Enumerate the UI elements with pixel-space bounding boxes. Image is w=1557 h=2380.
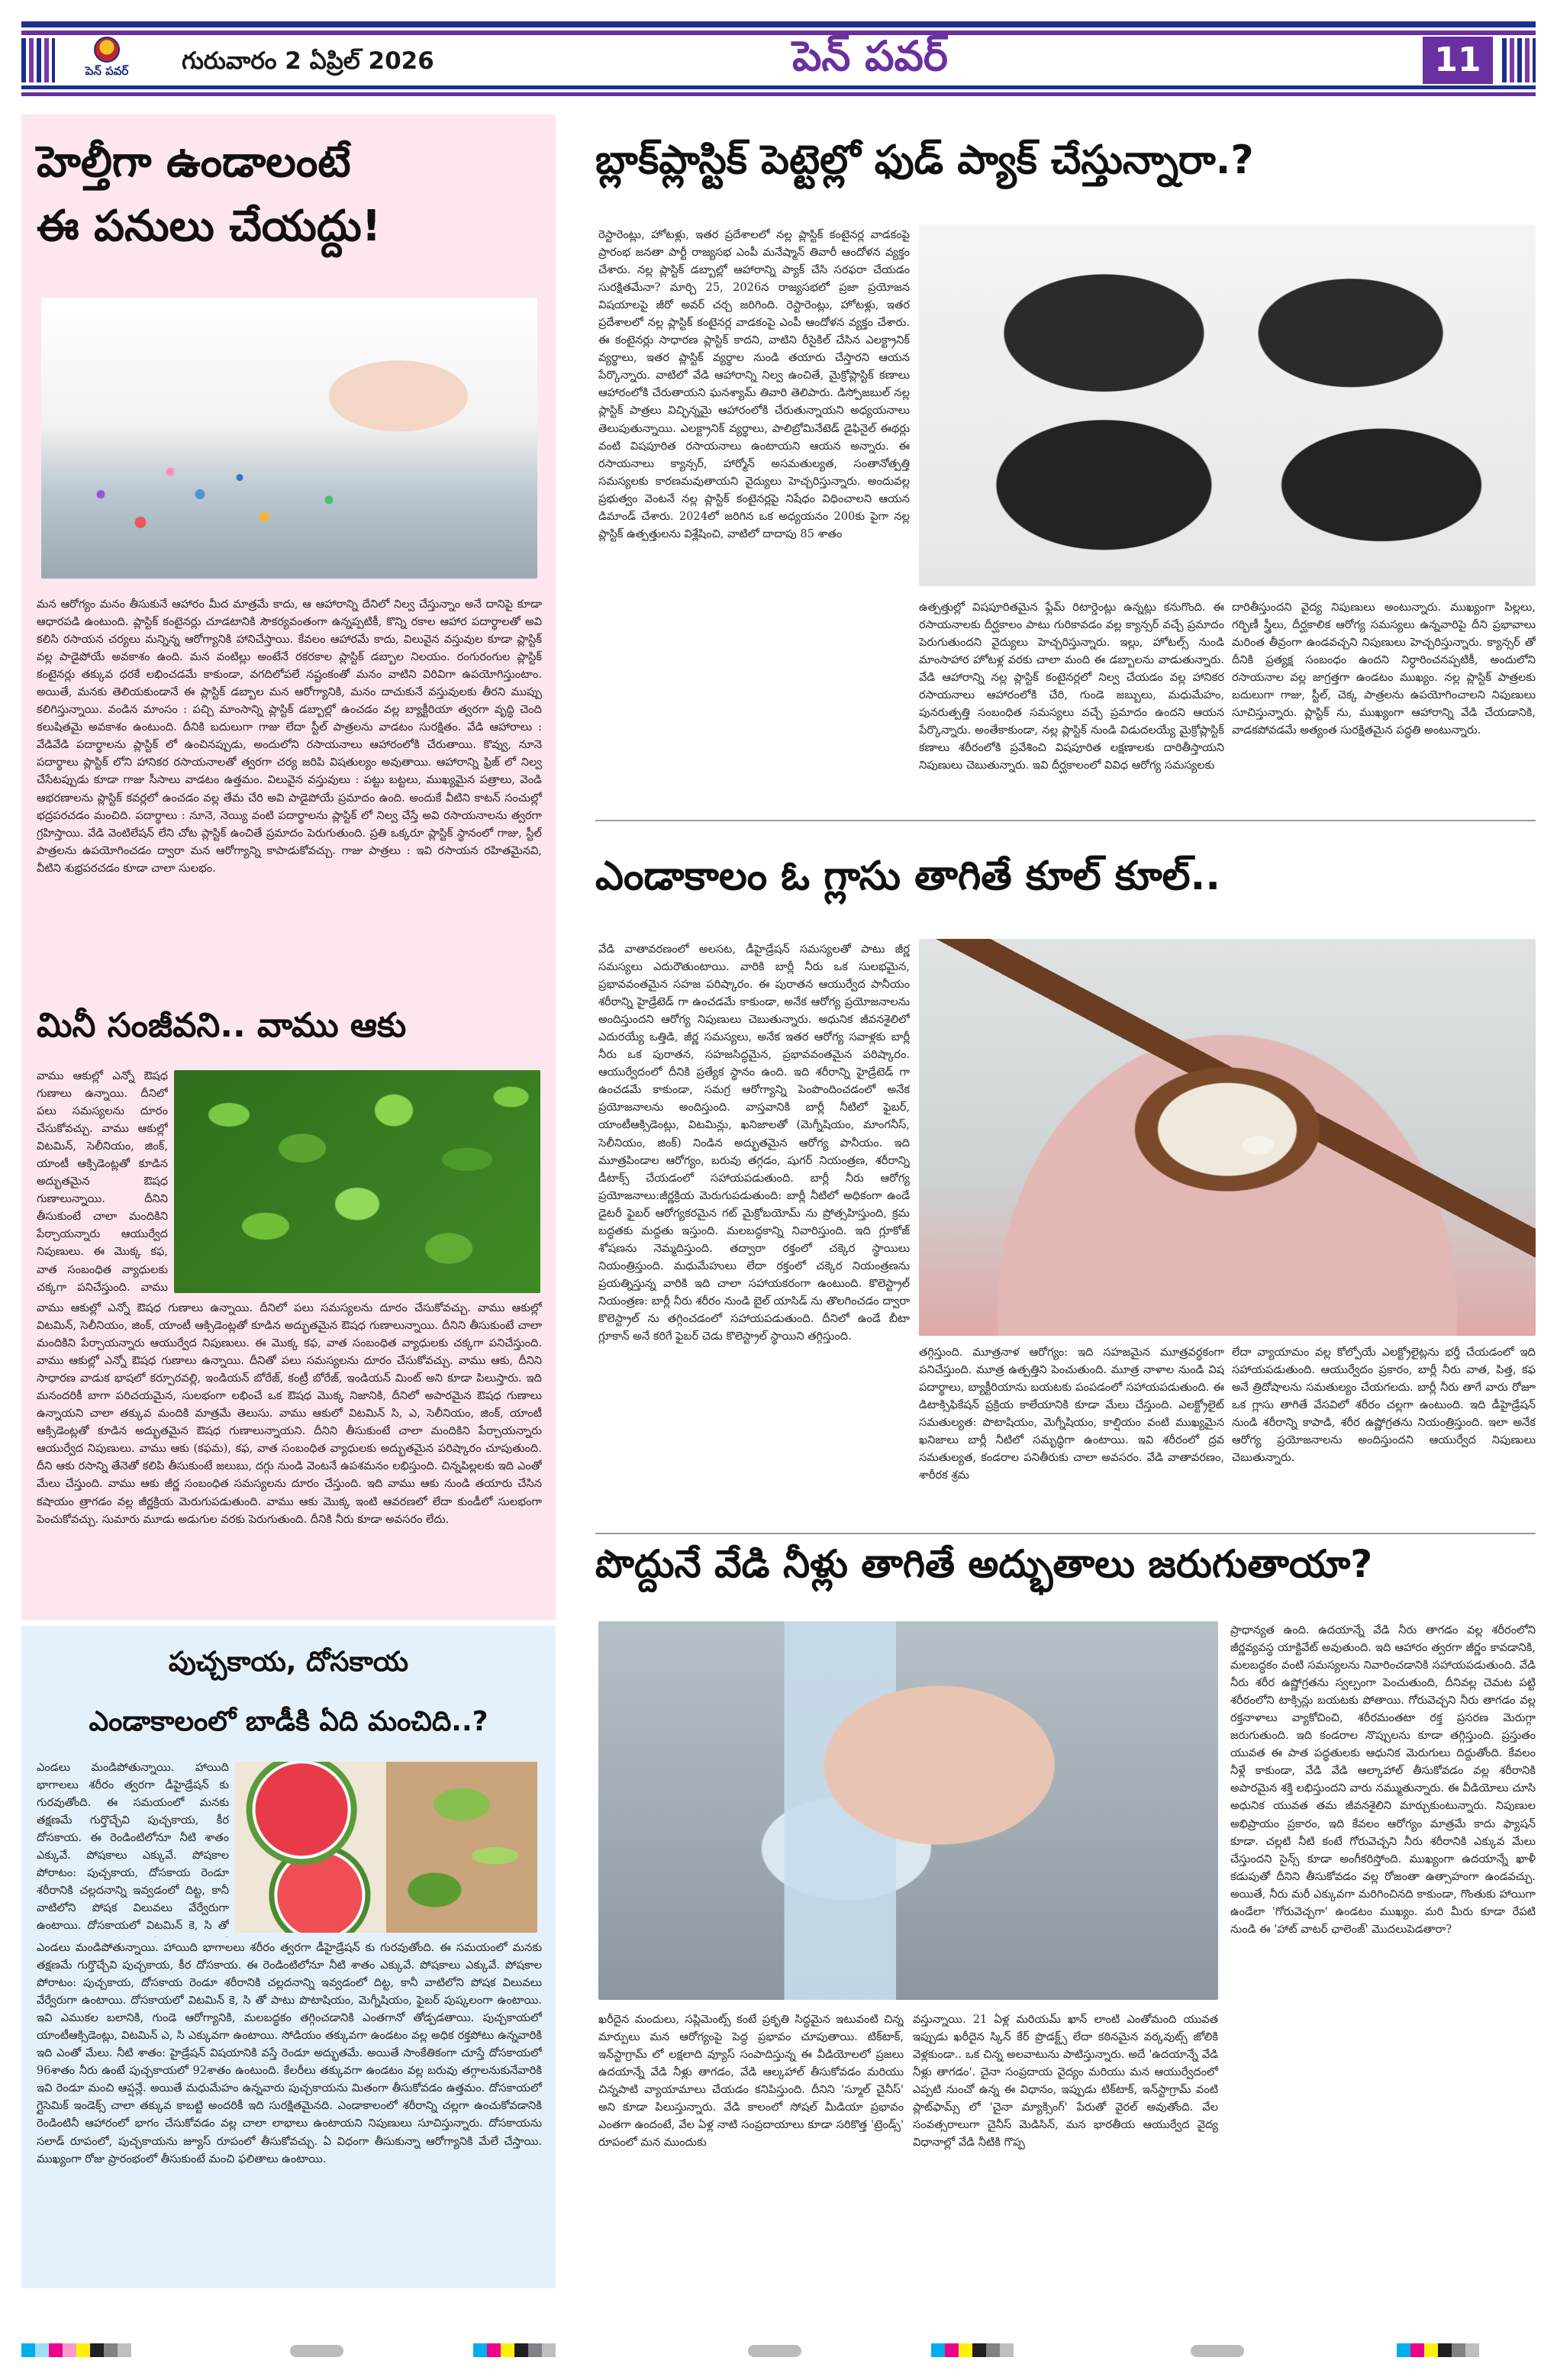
article-barley-headline: ఎండాకాలం ఓ గ్లాసు తాగితే కూల్ కూల్.. [595,853,1220,899]
reg-swatch [118,2343,131,2357]
black-plastic-trays-image [919,224,1536,586]
issue-date: గురువారం 2 ఏప్రిల్ 2026 [182,47,434,75]
reg-swatch [1465,2343,1479,2357]
masthead-decor-bars [1502,38,1536,82]
reg-swatch [514,2343,528,2357]
article-barley-body-col1: వేడి వాతావరణంలో అలసట, డీహైడ్రేషన్ సమస్యలతో పాటు జీర్ణ సమస్యలు ఎదురౌతుంటాయి. వారికి బార్లీ నీరు ఒక సులభమైన, ప్రభావవంతమైన సహజ పరిష్కారం. ఈ పురాతన ఆయుర్వేద పానీయం శరీరాన్ని హైడ్రేటెడ్ గా ఉంచడమే కాకుండా, అనేక ఆరోగ్య ప్రయోజనాలను అందిస్తుందని ఆరోగ్య నిపుణులు చెబుతున్నారు. అధునిక జీవనశైలిలో ఎదురయ్యే ఒత్తిడి, జీర్ణ సమస్యలు, అనేక ఇతర ఆరోగ్య సవాళ్లకు బార్లీ నీరు ఒక పురాతన, సహజసిద్ధమైన, ప్రభావవంతమైన పరిష్కారం. ఆయుర్వేదంలో దీనికి ప్రత్యేక స్థానం ఉంది. ఇది శరీరాన్ని హైడ్రేటెడ్ గా ఉంచడమే కాకుండా, సమగ్ర ఆరోగ్యాన్ని పెంపొందించడంలో అనేక ప్రయోజనాలను అందిస్తుంది. వాస్తవానికి బార్లీ నీటిలో ఫైబర్, యాంటీఆక్సిడెంట్లు, విటమిన్లు, ఖనిజాలతో (మెగ్నీషియం, మాంగనీస్, సెలీనియం, జింక్) నిండిన అద్భుతమైన ఆరోగ్య పానీయం. ఇది మూత్రపిండాల ఆరోగ్యం, బరువు తగ్గడం, షుగర్ నియంత్రణ, శరీరాన్ని డీటాక్స్ చేయడంలో సహాయపడుతుంది. బార్లీ నీరు ఆరోగ్య ప్రయోజనాలు:జీర్ణక్రియ మెరుగుపడుతుంది: బార్లీ నీటిలో అధికంగా ఉండే డైటరీ ఫైబర్ ఆరోగ్యకరమైన గట్ మైక్రోబయోమ్ ను ప్రోత్సహిస్తుంది, క్రమ బద్ధతకు మద్దతు ఇస్తుంది. మలబద్ధకాన్ని నివారిస్తుంది. ఇది గ్లూకోజ్ శోషణను నెమ్మదిస్తుంది. తద్వారా రక్తంలో చక్కెర స్థాయిలు నియంత్రిస్తుంది. మధుమేహులు లేదా రక్తంలో చక్కెర నియంత్రణను ప్రయత్నిస్తున్న వారికి ఇది చాలా సహాయకరంగా ఉంటుంది. కొలెస్ట్రాల్ నియంత్రణ: బార్లీ నీరు శరీరం నుండి బైల్ యాసిడ్ ను తొలగించడం ద్వారా కొలెస్ట్రాల్ ను తగ్గించడంలో సహాయపడుతుంది. దీనిలో ఉండే బీటా గ్లూకాన్ అనే కరిగే ఫైబర్ చెడు కొలెస్ట్రాల్ స్థాయిని తగ్గిస్తుంది. [598,943,910,1343]
article-melon-body-continued: ఎండలు మండిపోతున్నాయి. హాయిది భాగాలలు శరీరం త్వరగా డీహైడ్రేషన్ కు గురవుతోంది. ఈ సమయంలో మనకు తక్షణమే గుర్తొచ్చేవి పుచ్చకాయ, కీర దోసకాయ. ఈ రెండింటిలోనూ నీటి శాతం ఎక్కువే. పోషకాలు ఎక్కువే. పోషకాల పోరాటం: పుచ్చకాయ, దోసకాయ రెండూ శరీరానికి చల్లదనాన్ని ఇవ్వడంలో దిట్ట, కానీ వాటిలోని పోషక విలువలు వేర్వేరుగా ఉంటాయి. దోసకాయలో విటమిన్ కె, సి తో పాటు పొటాషియం, మెగ్నీషియం, ఫైబర్ పుష్కలంగా ఉంటాయి. ఇవి ఎముకల బలానికి, గుండె ఆరోగ్యానికి, మలబద్ధకం తగ్గించడానికి ఎంతగానో తోడ్పడతాయి. పుచ్చకాయలో యాంటీఆక్సిడెంట్లు, విటమిన్ ఎ, సి ఎక్కువగా ఉంటాయి. సోడియం తక్కువగా ఉండటం వల్ల అధిక రక్తపోటు ఉన్నవారికి ఇది ఎంతో మేలు. నీటి శాతం: హైడ్రేషన్ విషయానికి వస్తే రెండూ అద్భుతమే. అయితే సాంకేతికంగా చూస్తే దోసకాయలో 96శాతం నీరు ఉంటే పుచ్చకాయలో 92శాతం ఉంటుంది. కేలరీలు తక్కువగా ఉండటం వల్ల బరువు తగ్గాలనుకునేవారికి ఇవి రెండూ మంచి ఆప్షన్లే. అయితే మధుమేహం ఉన్నవారు పుచ్చకాయను మితంగా తీసుకోవడం ఉత్తమం. దోసకాయలో గ్లైసెమిక్ ఇండెక్స్ చాలా తక్కువ కాబట్టి అందరికీ ఇది సురక్షితమైనది. ఎండాకాలంలో శరీరాన్ని చల్లగా ఉంచుకోవడానికి రెండింటినీ ఆహారంలో భాగం చేసుకోవడం వల్ల చాలా లాభాలు ఉంటాయని నిపుణులు సూచిస్తున్నారు. దోసకాయను సలాడ్ రూపంలో, పుచ్చకాయను జ్యూస్ రూపంలో తీసుకోవచ్చు. ఏ విధంగా తీసుకున్నా ఆరోగ్యానికి మేలే చేస్తాయి. ముఖ్యంగా రోజు ప్రారంభంలో తీసుకుంటే మంచి ఫలితాలు ఉంటాయి. [37,1941,542,2166]
article-barley-body-col3: లేదా వ్యాయామం వల్ల కోల్పోయే ఎలక్ట్రోలైట్లను భర్తీ చేయడంలో ఇది సహాయపడుతుంది. ఆయుర్వేదం ప్రకారం, బార్లీ నీరు వాత, పిత్త, కఫ అనే త్రిదోషాలను సమతుల్యం చేయగలదు. బార్లీ నీరు తాగే వారు రోజూ ఒక గ్లాసు తాగితే వేసవిలో శరీరం చల్లగా ఉంటుంది. ఇది డీహైడ్రేషన్ నుండి శరీరాన్ని కాపాడి, శరీర ఉష్ణోగ్రతను నియంత్రిస్తుంది. ఇలా అనేక ఆరోగ్య ప్రయోజనాలను అందిస్తుందని ఆయుర్వేద నిపుణులు చెబుతున్నారు. [1232,1346,1536,1465]
reg-swatch [76,2343,90,2357]
reg-swatch [35,2343,49,2357]
masthead-decor-bars [21,38,55,82]
registration-color-bar [21,2343,131,2359]
watermelon-cucumber-image [235,1762,537,1933]
article-black-plastic-body-col3: దారితీస్తుందని వైద్య నిపుణులు అంటున్నారు. ముఖ్యంగా పిల్లలు, గర్భిణీ స్త్రీలు, దీర్ఘకాలిక ఆరోగ్య సమస్యలు ఉన్నవారిపై దీని ప్రభావాలు మరింత తీవ్రంగా ఉండవచ్చని నిపుణులు హెచ్చరిస్తున్నారు. క్యాన్సర్ తో దీనికి ప్రత్యక్ష సంబంధం ఉందని నిర్ధారించనప్పటికీ, అందులోని రసాయనాల వల్ల జాగ్రత్తగా ఉండటం ముఖ్యం. నల్ల ప్లాస్టిక్ పాత్రలకు బదులుగా గాజు, స్టీల్, చెక్క పాత్రలను ఉపయోగించాలని నిపుణులు సూచిస్తున్నారు. ప్లాస్టిక్ ను, ముఖ్యంగా ఆహారాన్ని వేడి చేయడానికి, వాడకపోవడమే అత్యంత సురక్షితమైన పద్ధతి అంటున్నారు. [1232,601,1536,737]
article-healthy-body: మన ఆరోగ్యం మనం తీసుకునే ఆహారం మీద మాత్రమే కాదు, ఆ ఆహారాన్ని దేనిలో నిల్వ చేస్తున్నాం అనే దానిపై కూడా ఆధారపడి ఉంటుంది. ప్లాస్టిక్ కంటైనర్లు చూడటానికి సౌకర్యవంతంగా ఉన్నప్పటికీ, కొన్ని రకాల ఆహార పదార్థాలతో అవి కలిసి రసాయన చర్యలు మన్నిన్న ఆరోగ్యానికి హానిచేస్తాయి. కేవలం ఆహారమే కాదు, విలువైన వస్తువుల కూడా ప్లాస్టిక్ వల్ల పాడైపోయే అవకాశం ఉంది. మన వంటిల్లు అంటేనే రకరకాల ప్లాస్టిక్ డబ్బాల నిలయం. రంగురంగుల ప్లాస్టిక్ కంటైనర్లు తక్కువ ధరకే లభించడమే కాకుండా, వగదిలోపలే నష్టంకంతో మనం వాటిని విరివిగా ఉపయోగిస్తుంటాం. అయితే, మనకు తెలియకుండానే ఈ ప్లాస్టిక్ డబ్బాల మన ఆరోగ్యానికి, మనం దాచుకునే వస్తువులకు తీరని ముప్పు కలిగిస్తున్నాయి. వండిన మాంసం : పచ్చి మాంసాన్ని ప్లాస్టిక్ డబ్బాల్లో ఉంచడం వల్ల బ్యాక్టీరియా త్వరగా వృద్ధి చెంది కలుషితమై అవకాశం ఉంటుంది. దీనికి బదులుగా గాజు లేదా స్టీల్ పాత్రలను వాడటం సురక్షితం. వేడి ఆహారాలు : వేడివేడి పదార్థాలను ప్లాస్టిక్ లో ఉంచినప్పుడు, అందులోని రసాయనాలు ఆహారంలోకి చేరుతాయి. కొవ్వు, నూనె పదార్థాలు ప్లాస్టిక్ లోని హానికర రసాయనాలతో త్వరగా చర్య జరిపి విషతుల్యం అవుతాయి. ఆహారాన్ని ఫ్రిజ్ లో నిల్వ చేసేటప్పుడు కూడా గాజు సీసాలు వాడటం ఉత్తమం. విలువైన వస్తువులు : పట్టు బట్టలు, ముఖ్యమైన పత్రాలు, వెండి ఆభరణాలను ప్లాస్టిక్ కవర్లలో ఉంచడం వల్ల తేమ చేరి అవి పాడైపోయే ప్రమాదం ఉంది. అందుకే వీటిని కాటన్ సంచుల్లో భద్రపరచడం మంచిది. పదార్థాలు : నూనె, నెయ్యి వంటి పదార్థాలను ప్లాస్టిక్ లో నిల్వ చేస్తే అవి రసాయనాలను త్వరగా గ్రహిస్తాయి. వేడి వెంటిలేషన్ లేని చోట ప్లాస్టిక్ ఉంచితే ప్రమాదం పెరుగుతుంది. ప్రతి ఒక్కరూ ప్లాస్టిక్ స్థానంలో గాజు, స్టీల్ పాత్రలను ఉపయోగించడం ద్వారా మన ఆరోగ్యాన్ని కాపాడుకోవచ్చు. గాజు పాత్రలు : ఇవి రసాయన రహితమైనవి, వీటిని శుభ్రపరచడం కూడా చాలా సులభం. [37,598,542,875]
reg-swatch [1438,2343,1452,2357]
reg-swatch [1397,2343,1410,2357]
masthead-stripe [21,92,1536,96]
reg-swatch [487,2343,501,2357]
article-black-plastic-body-col2: ఉత్పత్తుల్లో విషపూరితమైన ఫ్లేమ్ రిటార్డెంట్లు ఉన్నట్లు కనుగొంది. ఈ రసాయనాలకు దీర్ఘకాలం పాటు గురికావడం వల్ల క్యాన్సర్ వచ్చే ప్రమాదం పెరుగుతుందని వైద్యులు హెచ్చరిస్తున్నారు. ఇల్లు, హోటల్స్ నుండి మాంసాహార హోటళ్ల వరకు చాలా మంది ఈ డబ్బాలను వాడుతున్నారు. వేడి ఆహారాన్ని నల్ల ప్లాస్టిక్ కంటైనర్లలో నిల్వ చేయడం వల్ల హానికర రసాయనాలు ఆహారంలోకి చేరి, గుండె జబ్బులు, మధుమేహం, పునరుత్పత్తి సంబంధిత సమస్యలు వచ్చే ప్రమాదం ఉందని ఆయన పేర్కొన్నారు. అంతేకాకుండా, నల్ల ప్లాస్టిక్ నుండి విడుదలయ్యే మైక్రోప్లాస్టిక్ కణాలు శరీరంలోకి ప్రవేశించి విషపూరిత లక్షణాలకు దారితీస్తాయని నిపుణులు చెబుతున్నారు. ఇవి దీర్ఘకాలంలో వివిధ ఆరోగ్య సమస్యలకు [919,601,1224,772]
registration-mark [1191,2345,1244,2357]
ajwain-leaves-image [174,1070,540,1293]
article-healthy-headline-line1: హెల్తీగా ఉండాలంటే [37,137,351,187]
reg-swatch [1424,2343,1438,2357]
article-black-plastic-body-col1: రెస్టారెంట్లు, హోటళ్లు, ఇతర ప్రదేశాలలో నల్ల ప్లాస్టిక్ కంటైనర్ల వాడకంపై ప్రారంభ జనతా పార్టీ రాజ్యసభ ఎంపీ మనేష్మాన్ తివారీ ఆందోళన వ్యక్తం చేశారు. నల్ల ప్లాస్టిక్ డబ్బాల్లో ఆహారాన్ని ప్యాక్ చేసి సరఫరా చేయడం సురక్షితమేనా? మార్చి 25, 2026న రాజ్యసభలో ప్రజా ప్రయోజన విషయాలపై జీరో అవర్ చర్చ జరిగింది. రెస్టారెంట్లు, హోటళ్లు, ఇతర ప్రదేశాలలో నల్ల ప్లాస్టిక్ కంటైనర్ల వాడకంపై ఎంపీ ఆందోళన వ్యక్తం చేశారు. ఈ కంటైనర్లు సాధారణ ప్లాస్టిక్ కాదని, వాటిని రీసైకిల్ చేసిన ఎలక్ట్రానిక్ వ్యర్థాలు, ఇతర ప్లాస్టిక్ వ్యర్థాల నుండి తయారు చేస్తారని ఆయన పేర్కొన్నారు. వాటిలో వేడి ఆహారాన్ని నిల్వ ఉంచితే, మైక్రోప్లాస్టిక్ కణాలు ఆహారంలోకి చేరుతాయని ఘనశ్యామ్ తివారి తెలిపారు. డిస్పోజబుల్ నల్ల ప్లాస్టిక్ పాత్రలు విచ్ఛిన్నమై ఆహారంలోకి చేరుతున్నాయని అధ్యయనాలు తెలుపుతున్నాయి. ఎలక్ట్రానిక్ వ్యర్థాలు, పాలిబ్రోమినేటెడ్ డైఫినైల్ ఈథర్లు వంటి విషపూరిత రసాయనాలు ఉంటాయని ఆయన అన్నారు. ఈ రసాయనాలు క్యాన్సర్, హార్మోన్ అసమతుల్యత, సంతానోత్పత్తి సమస్యలకు కారణమవుతాయని వైద్యులు హెచ్చరిస్తున్నారు. అందువల్ల ప్రభుత్వం వెంటనే నల్ల ప్లాస్టిక్ కంటైనర్లపై నిషేధం విధించాలని ఆయన డిమాండ్ చేశారు. 2024లో జరిగిన ఒక అధ్యయనం 200కు పైగా నల్ల ప్లాస్టిక్ ఉత్పత్తులను విశ్లేషించి, వాటిలో దాదాపు 85 శాతం [598,228,910,540]
masthead-stripe [21,21,1536,27]
reg-swatch [63,2343,76,2357]
glass-of-water-image [598,1621,1218,2000]
section-divider [595,1533,1536,1534]
logo-text: పెన్ పవర్ [85,64,129,78]
article-melon-headline-line2: ఎండాకాలంలో బాడీకి ఏది మంచిది..? [89,1706,488,1737]
newspaper-title: పెన్ పవర్ [792,32,948,80]
reg-swatch [972,2343,986,2357]
reg-swatch [21,2343,35,2357]
reg-swatch [473,2343,487,2357]
article-melon-headline-line1: పుచ్చకాయ, దోసకాయ [168,1646,409,1678]
reg-swatch [528,2343,542,2357]
reg-swatch [1410,2343,1424,2357]
reg-swatch [945,2343,959,2357]
newspaper-logo [70,37,143,84]
section-divider [595,820,1536,821]
reg-swatch [49,2343,63,2357]
reg-swatch [1452,2343,1465,2357]
reg-swatch [90,2343,104,2357]
article-healthy-headline-line2: ఈ పనులు చేయద్దు! [37,202,382,251]
reg-swatch [959,2343,972,2357]
registration-mark [290,2345,343,2357]
article-barley-body-col2: తగ్గిస్తుంది. మూత్రనాళ ఆరోగ్యం: ఇది సహజమైన మూత్రవర్ధకంగా పనిచేస్తుంది. మూత్ర ఉత్పత్తిని పెంచుతుంది. మూత్ర నాళాల నుండి విష పదార్థాలు, బ్యాక్టీరియాను బయటకు పంపడంలో సహాయపడుతుంది. ఈ డిటాక్సిఫికేషన్ ప్రక్రియ కాలేయానికి కూడా మేలు చేస్తుంది. ఎలక్ట్రోలైట్ సమతుల్యత: పొటాషియం, మెగ్నీషియం, కాల్షియం వంటి ముఖ్యమైన ఖనిజాలు బార్లీ నీటిలో సమృద్ధిగా ఉంటాయి. ఇవి శరీరంలో ద్రవ సమతుల్యత, కండరాల పనితీరుకు చాలా అవసరం. వేడి వాతావరణం, శారీరక శ్రమ [919,1346,1224,1482]
masthead-stripe [21,85,1536,89]
registration-color-bar [473,2343,556,2359]
barley-spoon-image [919,939,1536,1336]
page-number: 11 [1423,37,1493,84]
reg-swatch [986,2343,1000,2357]
article-hot-water-headline: పొద్దునే వేడి నీళ్లు తాగితే అద్భుతాలు జరుగుతాయా? [595,1542,1373,1586]
reg-swatch [104,2343,118,2357]
article-melon-body: ఎండలు మండిపోతున్నాయి. హాయిది భాగాలలు శరీరం త్వరగా డీహైడ్రేషన్ కు గురవుతోంది. ఈ సమయంలో మనకు తక్షణమే గుర్తొచ్చేవి పుచ్చకాయ, కీర దోసకాయ. ఈ రెండింటిలోనూ నీటి శాతం ఎక్కువే. పోషకాలు ఎక్కువే. పోషకాల పోరాటం: పుచ్చకాయ, దోసకాయ రెండూ శరీరానికి చల్లదనాన్ని ఇవ్వడంలో దిట్ట, కానీ వాటిలోని పోషక విలువలు వేర్వేరుగా ఉంటాయి. దోసకాయలో విటమిన్ కె, సి తో [37,1761,229,1933]
reg-swatch [501,2343,514,2357]
reg-swatch [931,2343,945,2357]
reg-swatch [1000,2343,1014,2357]
article-ajwain-headline: మినీ సంజీవని.. వాము ఆకు [37,1006,407,1045]
article-hot-water-body-side: ప్రాధాన్యత ఉంది. ఉదయాన్నే వేడి నీరు తాగడం వల్ల శరీరంలోని జీర్ణవ్యవస్థ యాక్టివేట్ అవుతుంది. ఇది ఆహారం త్వరగా జీర్ణం కావడానికి, మలబద్ధకం వంటి సమస్యలను నివారించడానికి సహాయపడుతుంది. వేడి నీరు శరీర ఉష్ణోగ్రతను స్వల్పంగా పెంచుతుంది, దీనివల్ల చెమట పట్టి శరీరంలోని టాక్సిన్లు బయటకు పోతాయి. గోరువెచ్చని నీరు తాగడం వల్ల రక్తనాళాలు వ్యాకోచించి, శరీరమంతటా రక్త ప్రసరణ మెరుగ్గా జరుగుతుంది. ఇది కండరాల నొప్పులను కూడా తగ్గిస్తుంది. ప్రస్తుతం యువత ఈ పాత పద్ధతులకు ఆధునిక మెరుగులు దిద్దుతోంది. కేవలం నీళ్లే కాకుండా, వేడి వేడి ఆల్కాహాల్ తీసుకోవడం వల్ల శరీరానికి అపారమైన శక్తి లభిస్తుందని వారు నమ్ముతున్నారు. ఈ వీడియోలు చూసి అధునిక యువత తమ జీవనశైలిని మార్చుకుంటున్నారు. నిపుణుల అభిప్రాయం ప్రకారం, ఇది కేవలం ఆరోగ్యం మాత్రమే కాదు ఫ్యాషన్ కూడా. చల్లటి నీటి కంటే గోరువెచ్చని నీరు శరీరానికి ఎక్కువ మేలు చేస్తుందని సైన్స్ కూడా అంగీకరిస్తోంది. ముఖ్యంగా ఉదయాన్నే ఖాళీ కడుపుతో దీనిని తీసుకోవడం వల్ల రోజంతా ఉత్సాహంగా ఉండవచ్చు. అయితే, నీరు మరీ ఎక్కువగా మరిగించినది కాకుండా, గొంతుకు హాయిగా ఉండేలా 'గోరువెచ్చగా' ఉండటం ముఖ్యం. మరి మీరు కూడా రేపటి నుండి ఈ 'హాట్ వాటర్ ఛాలెంజ్' మొదలుపెడతారా? [1230,1624,1536,1936]
registration-color-bar [1397,2343,1479,2359]
masthead-stripe [21,31,1536,35]
reg-swatch [542,2343,556,2357]
microplastics-image [41,298,537,579]
article-hot-water-body-col2: వస్తున్నాయి. 21 ఏళ్ల మరియమ్ ఖాన్ లాంటి ఎంతోమంది యువత ఇప్పుడు ఖరీదైన స్కిన్ కేర్ ప్రొడక్ట్స్ లేదా కఠినమైన వర్కవుట్స్ జోలికి వెళ్లకుండా.. ఒక చిన్న అలవాటును పాటిస్తున్నారు. అదే 'ఉదయాన్నే వేడి నీళ్లు తాగడం'. చైనా సంప్రదాయ వైద్యం మరియు మన ఆయుర్వేదంలో ఎప్పటి నుంచో ఉన్న ఈ విధానం, ఇప్పుడు టిక్‌టాక్, ఇన్‌స్టాగ్రామ్ వంటి ప్లాట్‌ఫామ్స్ లో 'చైనా మ్యాక్సింగ్' పేరుతో వైరల్ అవుతోంది. వేల సంవత్సరాలుగా చైనీస్ మెడిసిన్, మన భారతీయ ఆయుర్వేద వైద్య విధానాల్లో వేడి నీటికి గొప్ప [913,2013,1218,2149]
masthead [21,21,1536,105]
registration-mark [748,2345,801,2357]
logo-emblem-icon [94,37,120,63]
article-ajwain-body: వాము ఆకుల్లో ఎన్నో ఔషధ గుణాలు ఉన్నాయి. దీనిలో పలు సమస్యలను దూరం చేసుకోవచ్చు. వాము ఆకుల్లో విటమిన్, సెలీనియం, జింక్, యాంటీ ఆక్సిడెంట్లతో కూడిన అద్భుతమైన ఔషధ గుణాలున్నాయి. దీనిని తీసుకుంటే చాలా మందికిని పేర్చాయన్నారు ఆయుర్వేద నిపుణులు. ఈ మొక్క కఫ, వాత సంబంధిత వ్యాధులకు చక్కగా పనిచేస్తుంది. వాము [37,1069,168,1294]
registration-color-bar [931,2343,1014,2359]
article-ajwain-body-continued: వాము ఆకుల్లో ఎన్నో ఔషధ గుణాలు ఉన్నాయి. దీనిలో పలు సమస్యలను దూరం చేసుకోవచ్చు. వాము ఆకుల్లో విటమిన్, సెలీనియం, జింక్, యాంటీ ఆక్సిడెంట్లతో కూడిన అద్భుతమైన ఔషధ గుణాలున్నాయి. దీనిని తీసుకుంటే చాలా మందికిని పేర్చాయన్నారు ఆయుర్వేద నిపుణులు. ఈ మొక్క కఫ, వాత సంబంధిత వ్యాధులకు చక్కగా పనిచేస్తుంది. వాము ఆకుల్లో ఎన్నో ఔషధ గుణాలు ఉన్నాయి. దీనితో పలు సమస్యలను దూరం చేసుకోవచ్చు. వాము ఆకు, దీనిని సాధారణ వాడుక భాషలో కర్పూరవల్లి, ఇండియన్ బోరేజ్, కంట్రీ బోరేజ్, ఇండియన్ మింట్ అని కూడా పిలుస్తారు. ఇది మనందరికీ బాగా పరిచయమైన, సులభంగా లభించే ఒక ఔషధ మొక్క నిజానికి, దీనిలో అపారమైన ఔషధ గుణాలు ఉన్నాయని చాలా తక్కువ మందికి మాత్రమే తెలుసు. వాము ఆకులో విటమిన్ సి, ఎ, సెలీనియం, జింక్, యాంటీ ఆక్సిడెంట్లతో కూడిన అద్భుతమైన ఔషధ గుణాలున్నాయని. దీనిని తీసుకుంటే చాలా మందికిని పేర్చాయన్నారు ఆయుర్వేద నిపుణులు. వాము ఆకు (కఫమ), కఫ, వాత సంబంధిత వ్యాధులకు అద్భుతమైన పరిష్కారం చూపుతుంది. దీని ఆకు రసాన్ని తేనెతో కలిపి తీసుకుంటే జలుబు, దగ్గు నుండి వెంటనే ఉపశమనం లభిస్తుంది. చిన్నపిల్లలకు ఇది ఎంతో మేలు చేస్తుంది. వాము ఆకు జీర్ణ సంబంధిత సమస్యలను దూరం చేస్తుంది. ఇది వాము ఆకు నుండి తయారు చేసిన కషాయం త్రాగడం వల్ల జీర్ణక్రియ మెరుగుపడుతుంది. వాము ఆకు మొక్క ఇంటి ఆవరణలో లేదా కుండీలో సులభంగా పెంచుకోవచ్చు. సుమారు మూడు అడుగుల వరకు పెరుగుతుంది. దీనికి నీరు కూడా అవసరం లేదు. [37,1301,542,1526]
article-hot-water-body-col1: ఖరీదైన మందులు, సప్లిమెంట్స్ కంటే ప్రకృతి సిద్ధమైన ఇటువంటి చిన్న మార్పులు మన ఆరోగ్యంపై పెద్ద ప్రభావం చూపుతాయి. టిక్‌టాక్, ఇన్‌స్టాగ్రామ్ లో లక్షలాది వ్యూస్ సంపాదిస్తున్న ఈ వీడియోలలో ప్రజలు ఉదయాన్నే వేడి నీళ్లు తాగడం, వేడి ఆల్కహాల్ తీసుకోవడం మరియు చిన్నపాటి వ్యాయామాలు చేయడం కనిపిస్తుంది. దీనిని 'స్మూల్ చైనీస్' అని కూడా పిలుస్తున్నారు. వేడి కాలంలో సోషల్ మీడియా ప్రభావం ఎంతగా ఉందంటే, వేల ఏళ్ల నాటి సంప్రదాయాలు కూడా సరికొత్త 'ట్రెండ్స్' రూపంలో మన ముందుకు [598,2013,904,2149]
article-black-plastic-headline: బ్లాక్‌ప్లాస్టిక్ పెట్టెల్లో ఫుడ్ ప్యాక్ చేస్తున్నారా.? [595,137,1254,183]
